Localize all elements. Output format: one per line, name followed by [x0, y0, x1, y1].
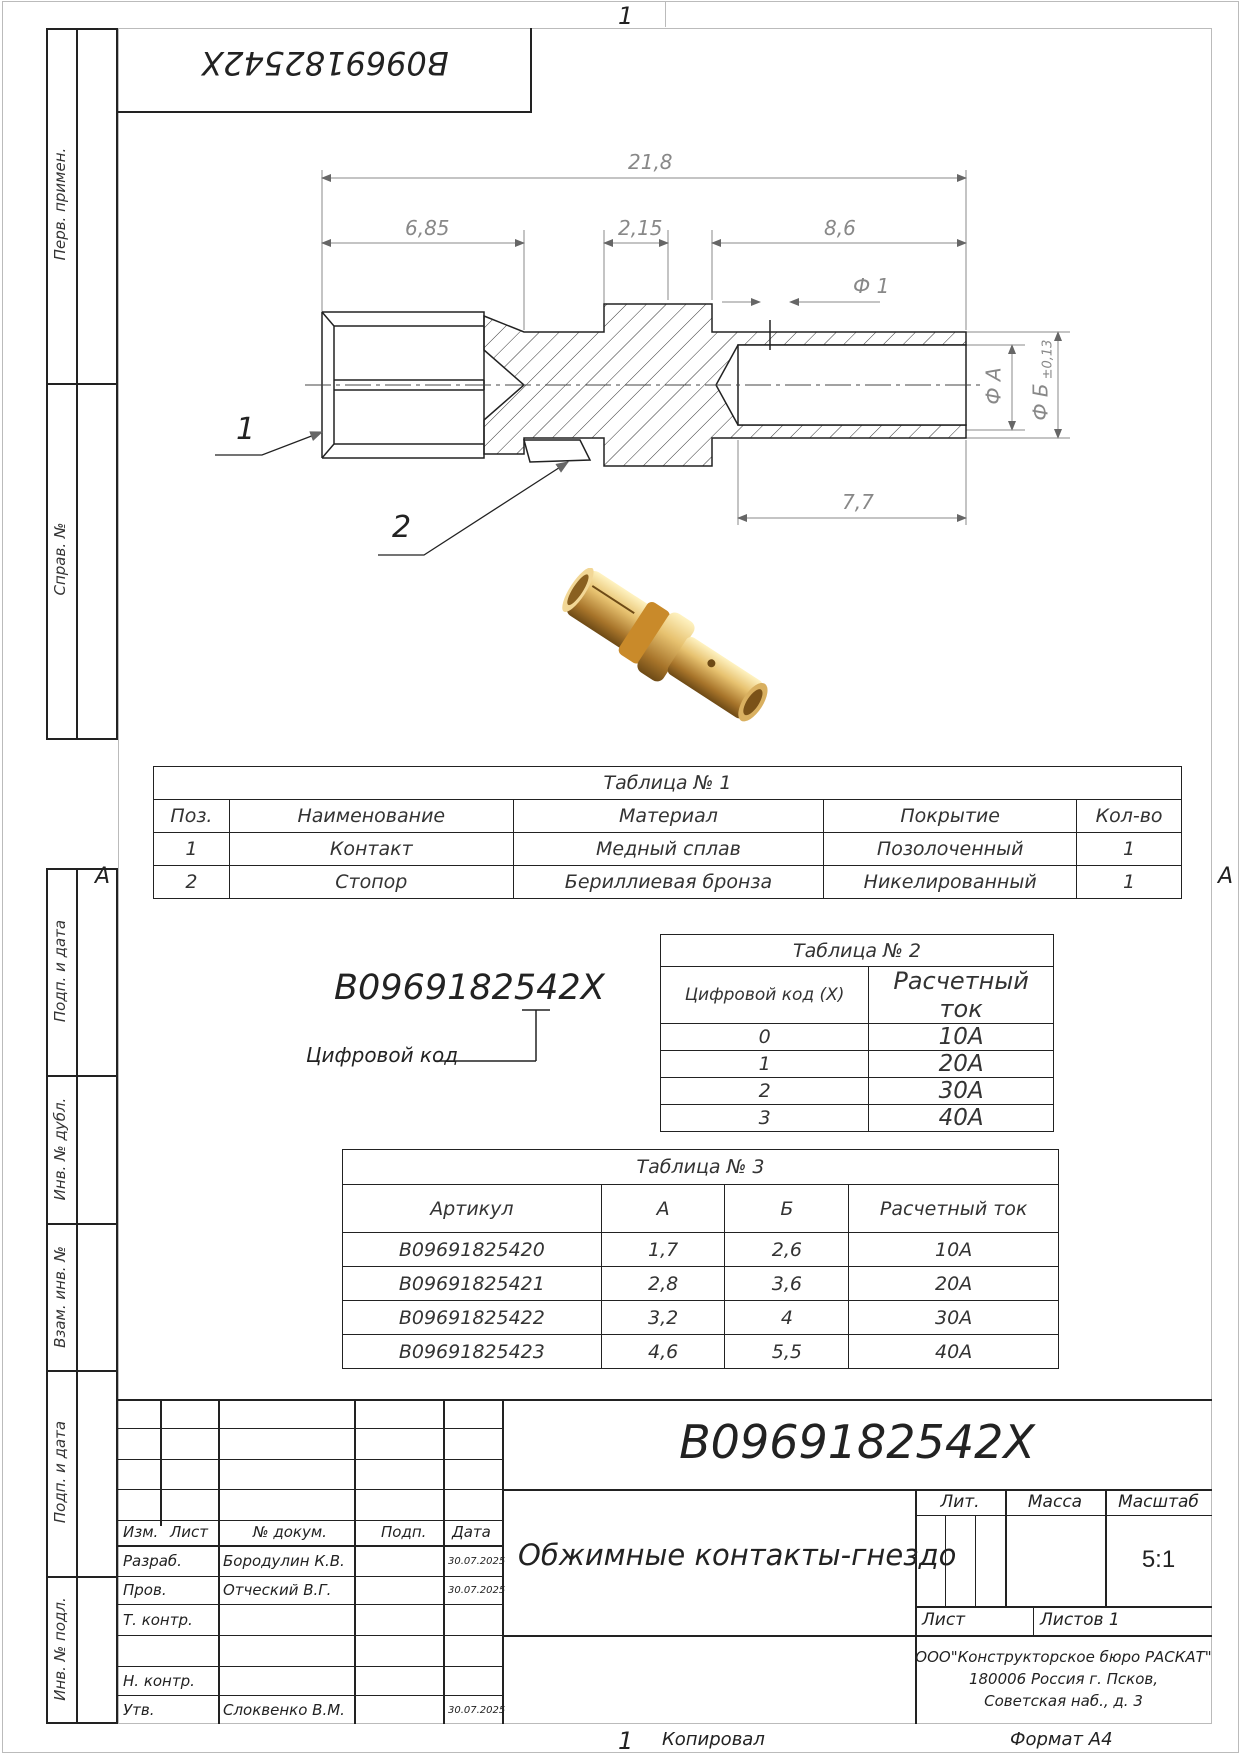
stamp-prov-label: Пров. — [123, 1581, 167, 1599]
side-label-vzam-inv: Взам. инв. № — [51, 1246, 69, 1348]
table-cell: 30А — [869, 1078, 1054, 1105]
section-drawing — [0, 0, 1241, 560]
stamp-vline — [160, 1399, 162, 1526]
stamp-col-list: Лист — [170, 1523, 209, 1541]
stamp-company-line-1: ООО"Конструкторское бюро РАСКАТ" — [915, 1648, 1212, 1666]
table-cell: 3,2 — [601, 1301, 725, 1335]
stamp-vline — [443, 1399, 445, 1724]
stamp-col-izm: Изм. — [123, 1523, 159, 1541]
stamp-utv-date: 30.07.2025 — [448, 1705, 506, 1716]
stamp-utv-name: Слоквенко В.М. — [223, 1701, 345, 1719]
table-cell: 10А — [869, 1024, 1054, 1051]
dim-diameter-b-tolerance: ±0,13 — [1040, 339, 1056, 380]
stamp-razrab-label: Разраб. — [123, 1552, 182, 1570]
table-2-header: Цифровой код (X) — [661, 967, 869, 1024]
stamp-vline — [1033, 1606, 1034, 1635]
table-cell: 1 — [661, 1051, 869, 1078]
copied-label: Копировал — [662, 1729, 765, 1750]
stamp-hline — [118, 1604, 502, 1605]
table-row — [343, 1301, 1059, 1335]
table-cell: B09691825420 — [343, 1233, 602, 1267]
table-cell: 1 — [154, 833, 230, 866]
table-3-header: Б — [725, 1185, 849, 1233]
table-cell: B09691825421 — [343, 1267, 602, 1301]
table-row — [343, 1335, 1059, 1369]
stamp-hline — [502, 1635, 1212, 1637]
table-cell: 3,6 — [725, 1267, 849, 1301]
code-scheme-code: B0969182542X — [334, 968, 605, 1008]
side-strip-bottom-divider — [76, 868, 78, 1724]
table-row — [154, 833, 1182, 866]
contact-3d-render — [548, 568, 788, 738]
table-3-title: Таблица № 3 — [343, 1150, 1059, 1185]
stamp-sheets-label: Листов 1 — [1040, 1610, 1120, 1630]
stamp-hline — [118, 1520, 502, 1521]
top-sheet-number: 1 — [618, 2, 634, 30]
table-2 — [660, 934, 1054, 1132]
table-1-header: Наименование — [229, 800, 513, 833]
table-cell: 40А — [849, 1335, 1059, 1369]
table-cell: Позолоченный — [824, 833, 1077, 866]
stamp-hline — [118, 1695, 502, 1696]
dim-right: 8,6 — [824, 216, 856, 240]
stamp-tkontr-label: Т. контр. — [123, 1611, 193, 1629]
table-cell: Никелированный — [824, 866, 1077, 899]
stamp-hline — [118, 1489, 502, 1490]
stamp-company-line-2: 180006 Россия г. Псков, — [968, 1670, 1159, 1688]
stamp-hline — [118, 1576, 502, 1577]
table-row — [343, 1233, 1059, 1267]
stamp-col-date: Дата — [452, 1523, 491, 1541]
mirror-code: B0969182542X — [201, 44, 449, 82]
table-3-header: Расчетный ток — [849, 1185, 1059, 1233]
stamp-hline — [118, 1666, 502, 1667]
table-cell: 0 — [661, 1024, 869, 1051]
table-1 — [153, 766, 1182, 899]
stamp-vline — [975, 1515, 976, 1606]
side-label-inv-podl: Инв. № подл. — [51, 1597, 69, 1701]
dim-groove: 2,15 — [618, 216, 663, 240]
stamp-col-podp: Подп. — [381, 1523, 427, 1541]
stamp-vline — [354, 1399, 356, 1724]
format-label: Формат А4 — [1010, 1729, 1113, 1750]
stamp-scale-label: Масштаб — [1118, 1492, 1199, 1512]
stamp-utv-label: Утв. — [123, 1701, 155, 1719]
table-cell: 2 — [154, 866, 230, 899]
table-1-header: Поз. — [154, 800, 230, 833]
table-cell: 20А — [869, 1051, 1054, 1078]
dim-left: 6,85 — [405, 216, 450, 240]
stamp-sheet-label: Лист — [922, 1610, 966, 1630]
stamp-col-doc: № докум. — [253, 1523, 327, 1541]
table-cell: 20А — [849, 1267, 1059, 1301]
table-3 — [342, 1149, 1059, 1369]
table-cell: Бериллиевая бронза — [513, 866, 824, 899]
side-label-podp-data-1: Подп. и дата — [51, 919, 69, 1023]
table-cell: B09691825423 — [343, 1335, 602, 1369]
stamp-hline — [915, 1606, 1212, 1608]
dim-bore: 7,7 — [842, 490, 874, 514]
table-cell: 3 — [661, 1105, 869, 1132]
stamp-razrab-date: 30.07.2025 — [448, 1556, 506, 1567]
table-row — [154, 866, 1182, 899]
side-label-sprav-no: Справ. № — [51, 522, 69, 596]
table-cell: 5,5 — [725, 1335, 849, 1369]
table-cell: Контакт — [229, 833, 513, 866]
table-cell: Стопор — [229, 866, 513, 899]
code-scheme-label: Цифровой код — [306, 1043, 459, 1067]
table-cell: 2 — [661, 1078, 869, 1105]
stamp-prov-date: 30.07.2025 — [448, 1585, 506, 1596]
stamp-product-name: Обжимные контакты-гнездо — [518, 1538, 957, 1572]
table-row — [343, 1267, 1059, 1301]
stamp-company-line-3: Советская наб., д. 3 — [984, 1692, 1143, 1710]
table-1-header: Покрытие — [824, 800, 1077, 833]
table-cell: 1 — [1077, 833, 1182, 866]
table-cell: 1,7 — [601, 1233, 725, 1267]
stamp-doc-code: B0969182542X — [679, 1415, 1035, 1469]
stamp-hline — [118, 1459, 502, 1460]
table-cell: 2,6 — [725, 1233, 849, 1267]
table-cell: 30А — [849, 1301, 1059, 1335]
table-2-title: Таблица № 2 — [661, 935, 1054, 967]
stamp-razrab-name: Бородулин К.В. — [223, 1552, 345, 1570]
table-row — [661, 1105, 1054, 1132]
leader-label-2: 2 — [392, 510, 412, 545]
table-row — [661, 1051, 1054, 1078]
stamp-hline — [118, 1635, 502, 1636]
stamp-hline — [118, 1545, 502, 1547]
table-cell: 10А — [849, 1233, 1059, 1267]
table-cell: 1 — [1077, 866, 1182, 899]
table-cell: 4,6 — [601, 1335, 725, 1369]
table-row — [661, 1024, 1054, 1051]
dim-diameter-a: Ф А — [981, 367, 1006, 405]
side-label-podp-data-2: Подп. и дата — [51, 1420, 69, 1524]
side-label-inv-dubl: Инв. № дубл. — [51, 1097, 69, 1201]
side-label-perv-primen: Перв. примен. — [51, 147, 69, 261]
table-cell: Медный сплав — [513, 833, 824, 866]
table-3-header: А — [601, 1185, 725, 1233]
dim-total: 21,8 — [628, 150, 673, 174]
table-2-header: Расчетный ток — [869, 967, 1054, 1024]
leader-label-1: 1 — [236, 412, 256, 447]
table-cell: 2,8 — [601, 1267, 725, 1301]
table-cell: 4 — [725, 1301, 849, 1335]
table-1-header: Кол-во — [1077, 800, 1182, 833]
stamp-scale-value: 5:1 — [1141, 1546, 1176, 1573]
table-1-header: Материал — [513, 800, 824, 833]
stamp-prov-name: Отческий В.Г. — [223, 1581, 332, 1599]
table-cell: 40А — [869, 1105, 1054, 1132]
table-row — [661, 1078, 1054, 1105]
stamp-lit-label: Лит. — [940, 1492, 980, 1512]
section-mark-left: А — [95, 864, 111, 889]
table-3-header: Артикул — [343, 1185, 602, 1233]
table-cell: B09691825422 — [343, 1301, 602, 1335]
stamp-hline — [915, 1515, 1212, 1516]
bottom-sheet-number: 1 — [618, 1727, 634, 1754]
dim-hole: Ф 1 — [853, 274, 890, 298]
section-mark-right: А — [1218, 864, 1234, 889]
dim-diameter-b: Ф Б — [1028, 383, 1053, 421]
stamp-mass-label: Масса — [1027, 1492, 1083, 1512]
table-1-title: Таблица № 1 — [154, 767, 1182, 800]
stamp-hline — [118, 1428, 502, 1429]
stamp-nkontr-label: Н. контр. — [123, 1672, 195, 1690]
